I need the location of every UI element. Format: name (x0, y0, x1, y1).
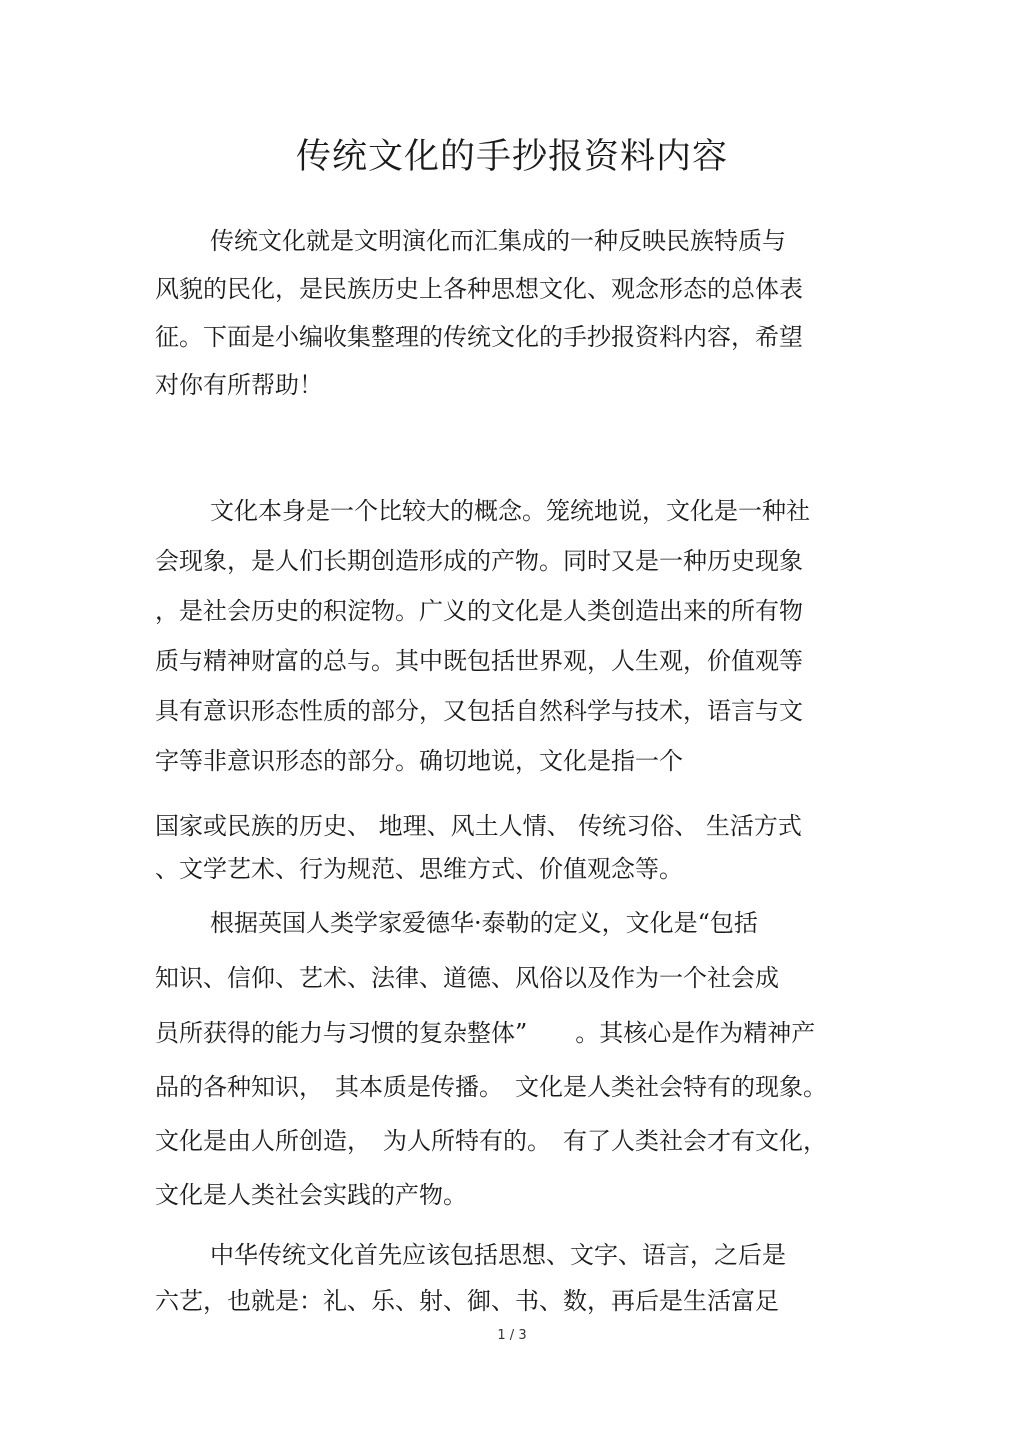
text-line: 文化是人类社会实践的产物。 (155, 1181, 467, 1209)
text-line: 风貌的民化，是民族历史上各种思想文化、观念形态的总体表 (155, 275, 803, 303)
text-line: 中华传统文化首先应该包括思想、文字、语言，之后是 (210, 1241, 786, 1269)
text-line: 国家或民族的历史、 地理、风土人情、 传统习俗、 生活方式 (155, 812, 802, 840)
page-title: 传统文化的手抄报资料内容 (295, 137, 728, 177)
text-line: 六艺，也就是：礼、乐、射、御、书、数，再后是生活富足 (155, 1287, 779, 1315)
text-line: 字等非意识形态的部分。确切地说，文化是指一个 (155, 747, 683, 775)
text-line: 具有意识形态性质的部分，又包括自然科学与技术，语言与文 (155, 697, 803, 725)
text-line: 会现象，是人们长期创造形成的产物。同时又是一种历史现象 (155, 547, 803, 575)
text-line: 文化本身是一个比较大的概念。笼统地说，文化是一种社 (210, 497, 810, 525)
text-line: 、文学艺术、行为规范、思维方式、价值观念等。 (155, 855, 683, 883)
text-line: 员所获得的能力与习惯的复杂整体” 。其核心是作为精神产 (155, 1019, 816, 1047)
text-line: 质与精神财富的总与。其中既包括世界观，人生观，价值观等 (155, 647, 803, 675)
text-line: 文化是由人所创造， 为人所特有的。 有了人类社会才有文化， (155, 1127, 827, 1155)
text-line: 对你有所帮助！ (155, 371, 323, 399)
text-line: 传统文化就是文明演化而汇集成的一种反映民族特质与 (210, 227, 786, 255)
text-line: ，是社会历史的积淀物。广义的文化是人类创造出来的所有物 (155, 597, 803, 625)
text-line: 品的各种知识， 其本质是传播。 文化是人类社会特有的现象。 (155, 1073, 827, 1101)
text-line: 知识、信仰、艺术、法律、道德、风俗以及作为一个社会成 (155, 964, 779, 992)
text-line: 根据英国人类学家爱德华·泰勒的定义，文化是“包括 (210, 909, 758, 937)
text-line: 征。下面是小编收集整理的传统文化的手抄报资料内容，希望 (155, 323, 803, 351)
page-number: 1 / 3 (497, 1328, 527, 1343)
